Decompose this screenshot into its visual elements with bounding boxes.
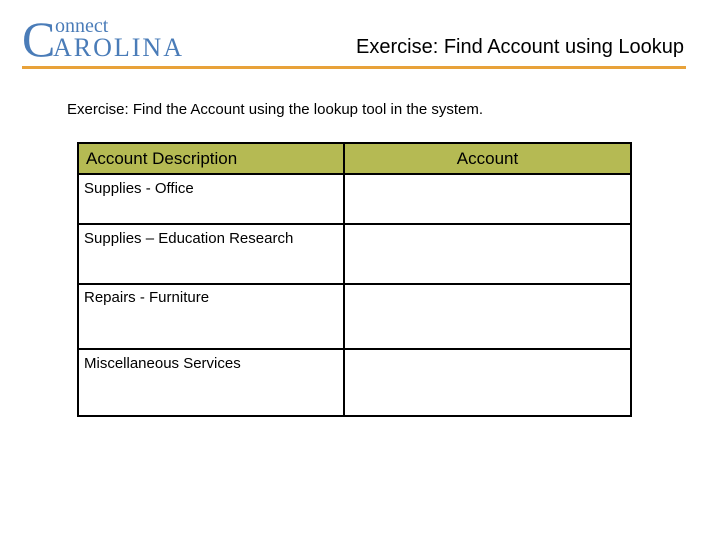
- account-description-cell: Repairs - Furniture: [78, 284, 344, 349]
- table-row: [78, 174, 631, 224]
- table-row: [78, 349, 631, 416]
- header-account: Account: [344, 143, 631, 174]
- account-cell: [344, 224, 631, 284]
- account-cell: [344, 349, 631, 416]
- account-cell: [344, 284, 631, 349]
- table-row: [78, 224, 631, 284]
- connect-carolina-logo: [22, 14, 222, 64]
- account-description-cell: Supplies - Office: [78, 174, 344, 224]
- account-cell: [344, 174, 631, 224]
- account-description-cell: Supplies – Education Research: [78, 224, 344, 284]
- exercise-instruction: Exercise: Find the Account using the lookup tool in the system.: [67, 101, 484, 118]
- logo-initial: C: [22, 14, 56, 64]
- logo-text-bottom: AROLINA: [53, 33, 184, 62]
- table-header-row: [78, 143, 631, 174]
- account-description-cell: Miscellaneous Services: [78, 349, 344, 416]
- account-lookup-table: [77, 142, 632, 417]
- header-account-description: Account Description: [78, 143, 344, 174]
- logo-text-top: onnect: [55, 15, 109, 37]
- title-divider: [22, 66, 686, 69]
- table-row: [78, 284, 631, 349]
- slide-title: Exercise: Find Account using Lookup: [356, 36, 684, 58]
- logo-graphic: [22, 14, 222, 64]
